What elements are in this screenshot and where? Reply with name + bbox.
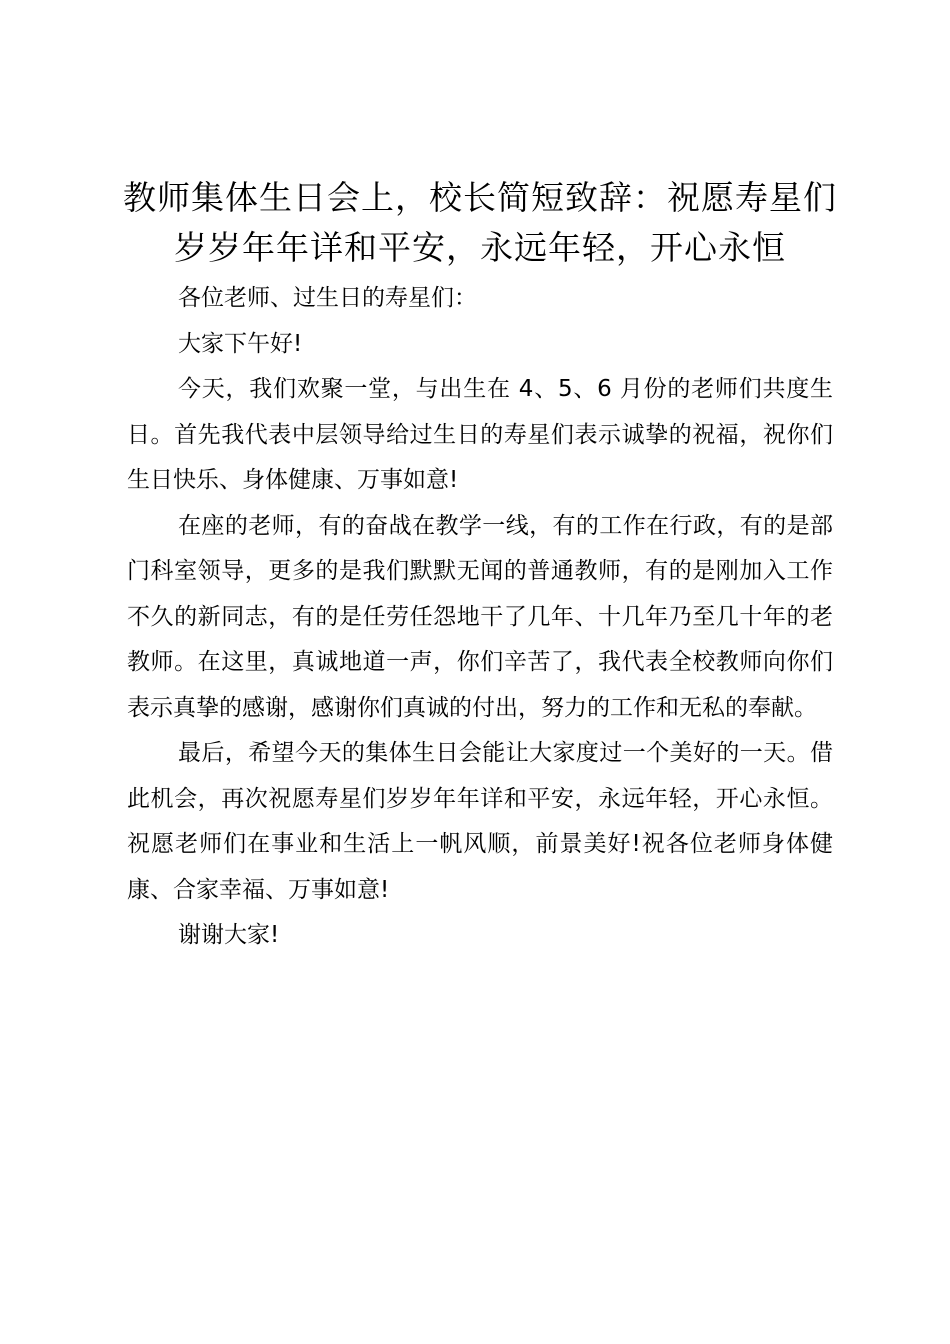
document-title: 教师集体生日会上，校长简短致辞：祝愿寿星们岁岁年年详和平安，永远年轻，开心永恒: [123, 178, 837, 267]
document-body: [127, 276, 833, 959]
paragraph-closing-wishes: 最后，希望今天的集体生日会能让大家度过一个美好的一天。借此机会，再次祝愿寿星们岁岁年年详和平安，永远年轻，开心永恒。祝愿老师们在事业和生活上一帆风顺，前景美好!祝各位老师身体健康、合家幸福、万事如意!: [127, 740, 833, 903]
paragraph-good-afternoon: 大家下午好!: [178, 330, 303, 357]
paragraph-greeting: 各位老师、过生日的寿星们：: [178, 285, 477, 311]
paragraph-birthday-wishes: 今天，我们欢聚一堂，与出生在 4、5、6 月份的老师们共度生日。首先我代表中层领导给过生日的寿星们表示诚挚的祝福，祝你们生日快乐、身体健康、万事如意!: [127, 376, 833, 493]
paragraph-thank-you: 谢谢大家!: [178, 922, 280, 948]
paragraph-thanks-teachers: 在座的老师，有的奋战在教学一线，有的工作在行政，有的是部门科室领导，更多的是我们默默无闻的普通教师，有的是刚加入工作不久的新同志，有的是任劳任怨地干了几年、十几年乃至几十年的老教师。在这里，真诚地道一声，你们辛苦了，我代表全校教师向你们表示真挚的感谢，感谢你们真诚的付出，努力的工作和无私的奉献。: [127, 512, 833, 721]
